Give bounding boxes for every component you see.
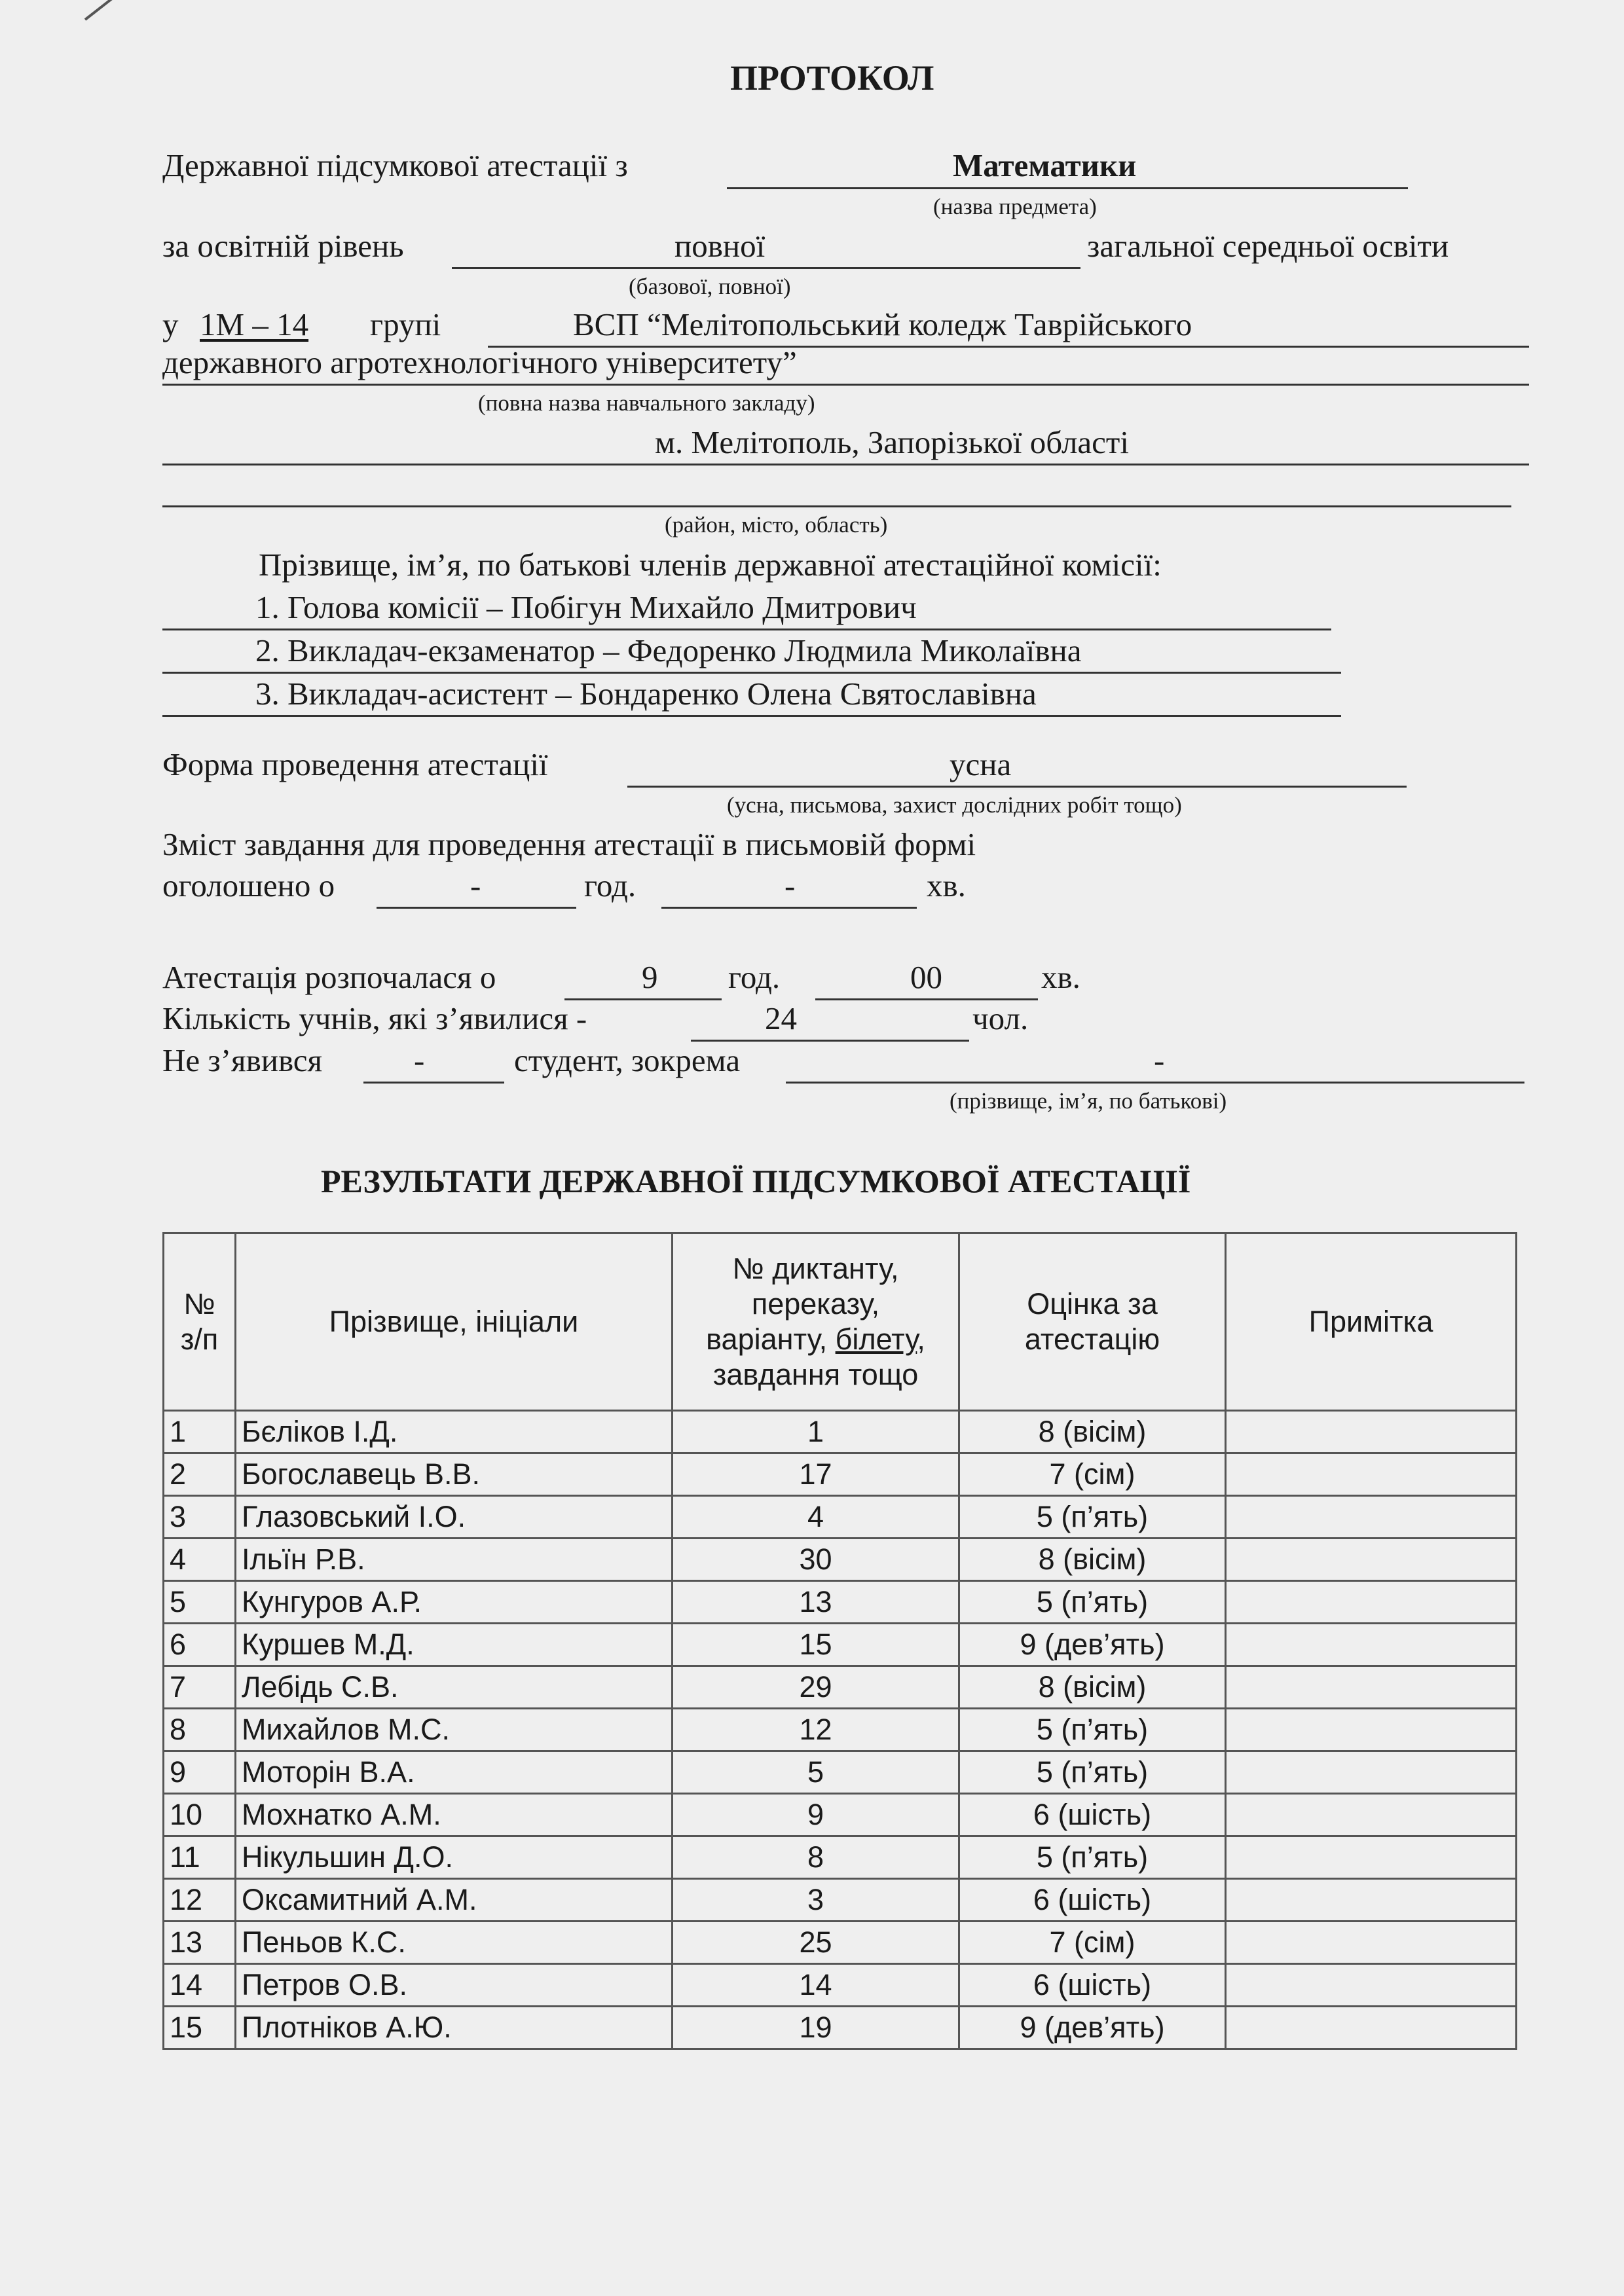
row-grade: 6 (шість): [959, 1879, 1226, 1922]
group-label: групі: [370, 306, 441, 342]
present-underline: [691, 1040, 969, 1042]
start-label: Атестація розпочалася о: [162, 959, 496, 995]
absent-hint: (прізвище, ім’я, по батькові): [950, 1088, 1227, 1114]
row-ticket: 30: [673, 1539, 959, 1581]
row-number: 15: [164, 2007, 236, 2049]
city-hint: (район, місто, область): [665, 512, 888, 538]
col-header-grade: Оцінка за атестацію: [959, 1233, 1226, 1411]
row-ticket: 1: [673, 1411, 959, 1453]
group-value: 1М – 14: [200, 306, 309, 342]
row-number: 11: [164, 1836, 236, 1879]
row-number: 4: [164, 1539, 236, 1581]
row-name: Лебідь С.В.: [236, 1666, 673, 1709]
written-min-label: хв.: [927, 867, 966, 903]
row-name: Куршев М.Д.: [236, 1624, 673, 1666]
row-number: 14: [164, 1964, 236, 2007]
col-header-name: Прізвище, ініціали: [236, 1233, 673, 1411]
pen-stroke-mark: [84, 0, 158, 21]
written-line-1: Зміст завдання для проведення атестації в письмовій формі: [162, 826, 976, 862]
row-note: [1226, 1964, 1517, 2007]
row-name: Глазовський І.О.: [236, 1496, 673, 1539]
row-name: Петров О.В.: [236, 1964, 673, 2007]
table-row: [164, 1964, 1517, 2007]
start-hour-label: год.: [728, 959, 781, 995]
row-ticket: 15: [673, 1624, 959, 1666]
row-ticket: 12: [673, 1709, 959, 1751]
row-name: Пеньов К.С.: [236, 1922, 673, 1964]
commission-intro: Прізвище, ім’я, по батькові членів державної атестаційної комісії:: [259, 547, 1162, 583]
form-label: Форма проведення атестації: [162, 746, 548, 782]
row-number: 3: [164, 1496, 236, 1539]
row-number: 1: [164, 1411, 236, 1453]
table-row: [164, 2007, 1517, 2049]
institution-line-1: ВСП “Мелітопольський коледж Таврійського: [573, 306, 1192, 342]
row-grade: 9 (дев’ять): [959, 2007, 1226, 2049]
row-number: 9: [164, 1751, 236, 1794]
absent-underline: [363, 1082, 504, 1084]
row-number: 6: [164, 1624, 236, 1666]
level-hint: (базової, повної): [629, 274, 791, 299]
row-ticket: 19: [673, 2007, 959, 2049]
member-1-underline: [162, 629, 1331, 630]
subject-hint: (назва предмета): [933, 194, 1097, 219]
table-row: [164, 1751, 1517, 1794]
row-ticket: 25: [673, 1922, 959, 1964]
table-row: [164, 1922, 1517, 1964]
table-row: [164, 1453, 1517, 1496]
row-note: [1226, 1581, 1517, 1624]
row-ticket: 17: [673, 1453, 959, 1496]
table-row: [164, 1496, 1517, 1539]
row-note: [1226, 1453, 1517, 1496]
level-value: повної: [674, 228, 766, 264]
start-min-label: хв.: [1041, 959, 1080, 995]
row-number: 8: [164, 1709, 236, 1751]
row-note: [1226, 1709, 1517, 1751]
row-number: 10: [164, 1794, 236, 1836]
present-label: Кількість учнів, які з’явилися -: [162, 1000, 587, 1036]
row-note: [1226, 1496, 1517, 1539]
row-grade: 8 (вісім): [959, 1666, 1226, 1709]
row-ticket: 13: [673, 1581, 959, 1624]
row-name: Кунгуров А.Р.: [236, 1581, 673, 1624]
subject-label: Державної підсумкової атестації з: [162, 147, 628, 183]
present-value: 24: [765, 1000, 797, 1036]
commission-member-3: 3. Викладач-асистент – Бондаренко Олена Святославівна: [255, 676, 1037, 712]
written-min-value: -: [784, 867, 796, 903]
row-grade: 5 (п’ять): [959, 1836, 1226, 1879]
table-row: [164, 1581, 1517, 1624]
row-ticket: 8: [673, 1836, 959, 1879]
results-heading: РЕЗУЛЬТАТИ ДЕРЖАВНОЇ ПІДСУМКОВОЇ АТЕСТАЦІЇ: [321, 1163, 1191, 1199]
col-header-number: № з/п: [164, 1233, 236, 1411]
col-header-ticket: № диктанту, переказу, варіанту, білету, завдання тощо: [673, 1233, 959, 1411]
absent-label: Не з’явився: [162, 1042, 323, 1078]
absent-value: -: [414, 1042, 425, 1078]
row-number: 12: [164, 1879, 236, 1922]
absent-names-underline: [786, 1082, 1524, 1084]
row-number: 2: [164, 1453, 236, 1496]
written-hour-label: год.: [584, 867, 637, 903]
row-grade: 5 (п’ять): [959, 1581, 1226, 1624]
form-underline: [627, 786, 1407, 788]
row-grade: 5 (п’ять): [959, 1751, 1226, 1794]
absent-names: -: [1154, 1042, 1165, 1078]
table-row: [164, 1624, 1517, 1666]
table-row: [164, 1879, 1517, 1922]
present-unit: чол.: [972, 1000, 1029, 1036]
form-value: усна: [950, 746, 1012, 782]
row-grade: 7 (сім): [959, 1453, 1226, 1496]
subject-value: Математики: [953, 147, 1137, 183]
row-name: Оксамитний А.М.: [236, 1879, 673, 1922]
row-grade: 8 (вісім): [959, 1539, 1226, 1581]
row-ticket: 14: [673, 1964, 959, 2007]
member-3-underline: [162, 715, 1341, 717]
subject-underline: [727, 187, 1408, 189]
row-note: [1226, 1411, 1517, 1453]
row-note: [1226, 1751, 1517, 1794]
written-hour-value: -: [470, 867, 481, 903]
start-min-value: 00: [910, 959, 942, 995]
row-ticket: 4: [673, 1496, 959, 1539]
level-label: за освітній рівень: [162, 228, 404, 264]
row-name: Мохнатко А.М.: [236, 1794, 673, 1836]
member-2-underline: [162, 672, 1341, 674]
group-prefix: у: [162, 306, 179, 342]
row-grade: 6 (шість): [959, 1964, 1226, 2007]
row-note: [1226, 1624, 1517, 1666]
row-name: Плотніков А.Ю.: [236, 2007, 673, 2049]
row-number: 7: [164, 1666, 236, 1709]
form-hint: (усна, письмова, захист дослідних робіт тощо): [727, 792, 1182, 818]
level-underline: [452, 267, 1080, 269]
results-table: [162, 1232, 1517, 2050]
row-name: Бєліков І.Д.: [236, 1411, 673, 1453]
institution-line-2: державного агротехнологічного університету”: [162, 344, 797, 380]
written-hour-underline: [377, 907, 576, 909]
row-number: 13: [164, 1922, 236, 1964]
row-name: Моторін В.А.: [236, 1751, 673, 1794]
row-ticket: 3: [673, 1879, 959, 1922]
row-note: [1226, 1836, 1517, 1879]
row-note: [1226, 1794, 1517, 1836]
row-grade: 5 (п’ять): [959, 1709, 1226, 1751]
row-ticket: 5: [673, 1751, 959, 1794]
results-header-row: [164, 1233, 1517, 1411]
row-note: [1226, 1539, 1517, 1581]
level-suffix: загальної середньої освіти: [1087, 228, 1449, 264]
written-announced-label: оголошено о: [162, 867, 335, 903]
row-grade: 8 (вісім): [959, 1411, 1226, 1453]
table-row: [164, 1539, 1517, 1581]
start-hour-value: 9: [642, 959, 658, 995]
table-row: [164, 1411, 1517, 1453]
row-number: 5: [164, 1581, 236, 1624]
commission-member-1: 1. Голова комісії – Побігун Михайло Дмитрович: [255, 589, 917, 625]
table-row: [164, 1836, 1517, 1879]
col-header-note: Примітка: [1226, 1233, 1517, 1411]
city-value: м. Мелітополь, Запорізької області: [655, 424, 1129, 460]
written-min-underline: [661, 907, 917, 909]
row-name: Ільїн Р.В.: [236, 1539, 673, 1581]
row-grade: 5 (п’ять): [959, 1496, 1226, 1539]
absent-text: студент, зокрема: [514, 1042, 741, 1078]
page-title: ПРОТОКОЛ: [730, 58, 934, 98]
row-name: Михайлов М.С.: [236, 1709, 673, 1751]
commission-member-2: 2. Викладач-екзаменатор – Федоренко Людмила Миколаївна: [255, 632, 1082, 668]
table-row: [164, 1666, 1517, 1709]
city-underline: [162, 464, 1529, 465]
table-row: [164, 1709, 1517, 1751]
row-note: [1226, 1922, 1517, 1964]
table-row: [164, 1794, 1517, 1836]
row-note: [1226, 1666, 1517, 1709]
start-hour-underline: [564, 998, 722, 1000]
row-note: [1226, 1879, 1517, 1922]
institution-hint: (повна назва навчального закладу): [478, 390, 815, 416]
row-ticket: 29: [673, 1666, 959, 1709]
district-underline: [162, 505, 1511, 507]
row-grade: 7 (сім): [959, 1922, 1226, 1964]
row-grade: 6 (шість): [959, 1794, 1226, 1836]
institution-underline-2: [162, 384, 1529, 386]
row-name: Богославець В.В.: [236, 1453, 673, 1496]
row-ticket: 9: [673, 1794, 959, 1836]
row-name: Нікульшин Д.О.: [236, 1836, 673, 1879]
row-grade: 9 (дев’ять): [959, 1624, 1226, 1666]
results-body: [164, 1411, 1517, 2049]
row-note: [1226, 2007, 1517, 2049]
